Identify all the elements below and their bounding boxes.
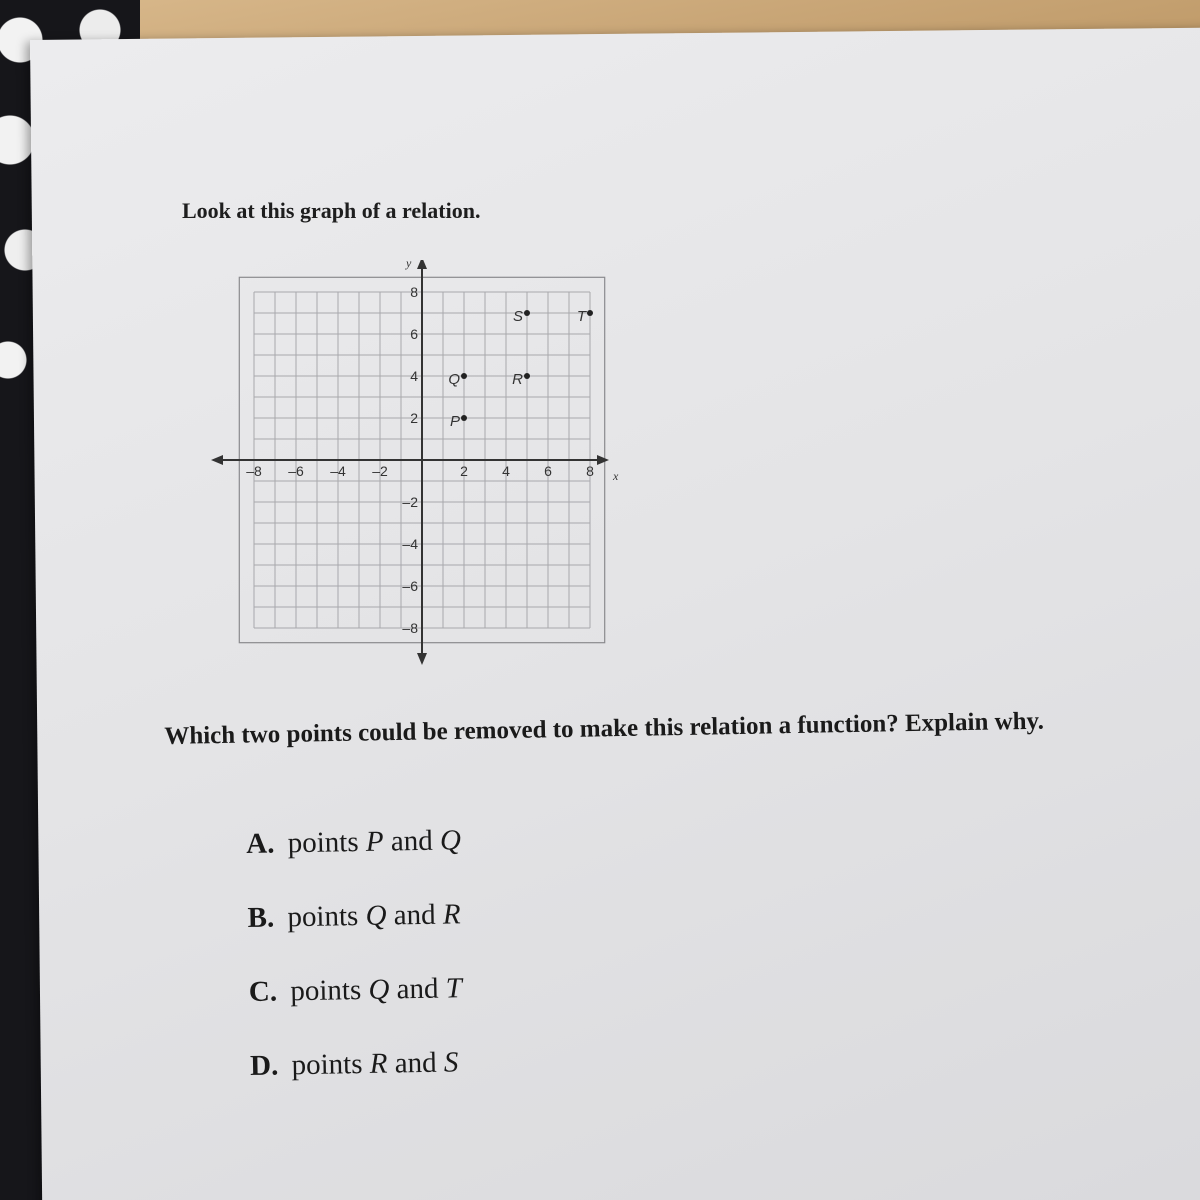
x-tick-label: 4	[502, 463, 510, 479]
x-tick-label: 8	[586, 463, 594, 479]
point-t-label: T	[576, 308, 586, 325]
y-tick-label: 4	[410, 368, 418, 384]
relation-graph	[170, 260, 650, 680]
choice-letter: B.	[247, 901, 275, 934]
choice-point-2: T	[445, 972, 463, 1005]
y-axis-arrow-up	[417, 260, 427, 269]
choice-a[interactable]	[246, 824, 462, 902]
x-tick-label: 6	[544, 463, 552, 479]
choice-letter: A.	[246, 827, 275, 860]
point-p-dot	[461, 415, 467, 421]
point-p-label: P	[449, 413, 460, 430]
choice-word: points	[290, 974, 362, 1008]
y-axis-label: y	[406, 260, 412, 270]
choice-letter: C.	[248, 975, 278, 1008]
y-tick-label: –6	[402, 578, 418, 594]
choice-d[interactable]	[250, 1046, 466, 1124]
choice-point-1: R	[369, 1047, 388, 1080]
choice-and: and	[396, 972, 439, 1006]
y-axis-arrow-down	[417, 653, 427, 665]
y-tick-label: 2	[410, 410, 418, 426]
x-axis-arrow-left	[211, 455, 223, 465]
x-tick-label: –8	[246, 463, 262, 479]
choice-point-2: R	[442, 898, 461, 931]
choice-point-1: P	[365, 825, 384, 858]
choice-point-2: Q	[439, 824, 462, 857]
choice-point-2: S	[443, 1046, 459, 1079]
choice-word: points	[287, 826, 359, 860]
choice-and: and	[394, 1046, 437, 1080]
choice-and: and	[393, 898, 436, 932]
choice-and: and	[390, 824, 433, 858]
x-tick-label: –6	[288, 463, 304, 479]
y-tick-label: 8	[410, 284, 418, 300]
choice-point-1: Q	[368, 973, 390, 1006]
choice-point-1: Q	[365, 899, 387, 932]
point-q-label: Q	[448, 371, 460, 388]
point-r-label: R	[512, 371, 523, 388]
point-s-label: S	[512, 308, 523, 325]
choice-b[interactable]	[247, 898, 463, 976]
answer-choices	[246, 824, 466, 1124]
choice-word: points	[287, 900, 359, 934]
point-q-dot	[461, 373, 467, 379]
point-s-dot	[524, 310, 530, 316]
x-axis-arrow-right	[597, 455, 609, 465]
graph-axes	[211, 260, 619, 665]
y-tick-label: –8	[402, 620, 418, 636]
choice-c[interactable]	[249, 972, 465, 1050]
question-text: Which two points could be removed to make this relation a function? Explain why.	[164, 707, 1045, 750]
choice-word: points	[291, 1048, 363, 1082]
graph-points	[448, 308, 593, 430]
choice-letter: D.	[249, 1049, 279, 1082]
y-tick-label: –2	[402, 494, 418, 510]
y-tick-label: 6	[410, 326, 418, 342]
x-tick-label: 2	[460, 463, 468, 479]
point-r-dot	[524, 373, 530, 379]
point-t-dot	[587, 310, 593, 316]
instruction-heading: Look at this graph of a relation.	[182, 198, 481, 223]
x-tick-label: –4	[330, 463, 346, 479]
x-tick-label: –2	[372, 463, 388, 479]
x-axis-label: x	[613, 469, 619, 483]
y-tick-label: –4	[402, 536, 418, 552]
